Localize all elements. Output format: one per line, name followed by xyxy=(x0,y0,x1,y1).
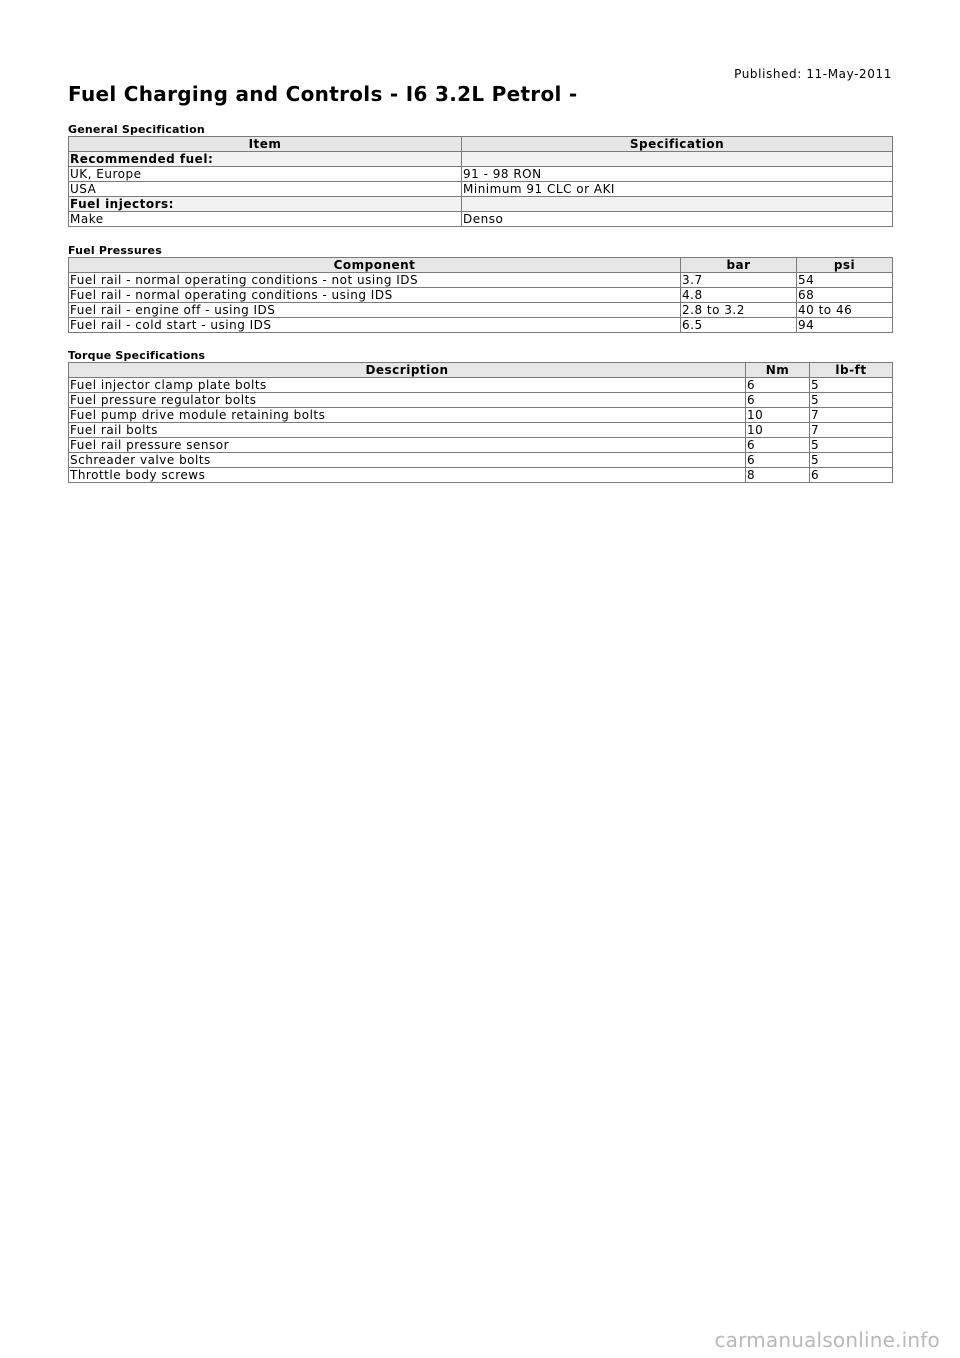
table-row xyxy=(69,167,893,182)
component-cell: Fuel rail - engine off - using IDS xyxy=(69,303,681,318)
psi-cell: 94 xyxy=(797,318,893,333)
table-row xyxy=(69,438,893,453)
item-cell: UK, Europe xyxy=(69,167,462,182)
item-cell: Make xyxy=(69,212,462,227)
lb-ft-cell: 5 xyxy=(810,453,893,468)
description-cell: Fuel rail bolts xyxy=(69,423,746,438)
description-cell: Fuel injector clamp plate bolts xyxy=(69,378,746,393)
torque-specifications-table xyxy=(68,362,893,483)
table-row xyxy=(69,393,893,408)
table-header-row xyxy=(69,137,893,152)
lb-ft-cell: 7 xyxy=(810,423,893,438)
table-row xyxy=(69,212,893,227)
page-title: Fuel Charging and Controls - I6 3.2L Petrol - xyxy=(68,82,578,106)
column-header-specification: Specification xyxy=(462,137,893,152)
group-label: Fuel injectors: xyxy=(69,197,462,212)
description-cell: Fuel pressure regulator bolts xyxy=(69,393,746,408)
table-row xyxy=(69,378,893,393)
lb-ft-cell: 5 xyxy=(810,438,893,453)
nm-cell: 10 xyxy=(746,408,810,423)
table-row xyxy=(69,182,893,197)
table-row xyxy=(69,303,893,318)
table-header-row xyxy=(69,363,893,378)
nm-cell: 6 xyxy=(746,378,810,393)
column-header-description: Description xyxy=(69,363,746,378)
column-header-bar: bar xyxy=(681,258,797,273)
lb-ft-cell: 7 xyxy=(810,408,893,423)
description-cell: Throttle body screws xyxy=(69,468,746,483)
nm-cell: 6 xyxy=(746,393,810,408)
item-cell: USA xyxy=(69,182,462,197)
component-cell: Fuel rail - normal operating conditions - using IDS xyxy=(69,288,681,303)
watermark-text: carmanualsonline.info xyxy=(714,1328,940,1352)
group-label: Recommended fuel: xyxy=(69,152,462,167)
bar-cell: 3.7 xyxy=(681,273,797,288)
lb-ft-cell: 6 xyxy=(810,468,893,483)
general-specification-heading: General Specification xyxy=(68,123,205,136)
general-specification-table xyxy=(68,136,893,227)
column-header-item: Item xyxy=(69,137,462,152)
specification-cell: 91 - 98 RON xyxy=(462,167,893,182)
psi-cell: 54 xyxy=(797,273,893,288)
lb-ft-cell: 5 xyxy=(810,393,893,408)
description-cell: Fuel rail pressure sensor xyxy=(69,438,746,453)
column-header-nm: Nm xyxy=(746,363,810,378)
nm-cell: 10 xyxy=(746,423,810,438)
nm-cell: 8 xyxy=(746,468,810,483)
lb-ft-cell: 5 xyxy=(810,378,893,393)
column-header-psi: psi xyxy=(797,258,893,273)
bar-cell: 6.5 xyxy=(681,318,797,333)
group-row-recommended-fuel xyxy=(69,152,893,167)
component-cell: Fuel rail - cold start - using IDS xyxy=(69,318,681,333)
table-row xyxy=(69,273,893,288)
table-row xyxy=(69,468,893,483)
group-empty-cell xyxy=(462,152,893,167)
table-row xyxy=(69,288,893,303)
column-header-lb-ft: lb-ft xyxy=(810,363,893,378)
torque-specifications-heading: Torque Specifications xyxy=(68,349,206,362)
group-row-fuel-injectors xyxy=(69,197,893,212)
description-cell: Schreader valve bolts xyxy=(69,453,746,468)
specification-cell: Denso xyxy=(462,212,893,227)
published-date: Published: 11-May-2011 xyxy=(734,67,892,81)
nm-cell: 6 xyxy=(746,438,810,453)
psi-cell: 40 to 46 xyxy=(797,303,893,318)
column-header-component: Component xyxy=(69,258,681,273)
fuel-pressures-table xyxy=(68,257,893,333)
table-row xyxy=(69,423,893,438)
fuel-pressures-heading: Fuel Pressures xyxy=(68,244,162,257)
psi-cell: 68 xyxy=(797,288,893,303)
table-row xyxy=(69,318,893,333)
description-cell: Fuel pump drive module retaining bolts xyxy=(69,408,746,423)
bar-cell: 4.8 xyxy=(681,288,797,303)
table-row xyxy=(69,408,893,423)
table-row xyxy=(69,453,893,468)
table-header-row xyxy=(69,258,893,273)
component-cell: Fuel rail - normal operating conditions - not using IDS xyxy=(69,273,681,288)
nm-cell: 6 xyxy=(746,453,810,468)
specification-cell: Minimum 91 CLC or AKI xyxy=(462,182,893,197)
bar-cell: 2.8 to 3.2 xyxy=(681,303,797,318)
group-empty-cell xyxy=(462,197,893,212)
